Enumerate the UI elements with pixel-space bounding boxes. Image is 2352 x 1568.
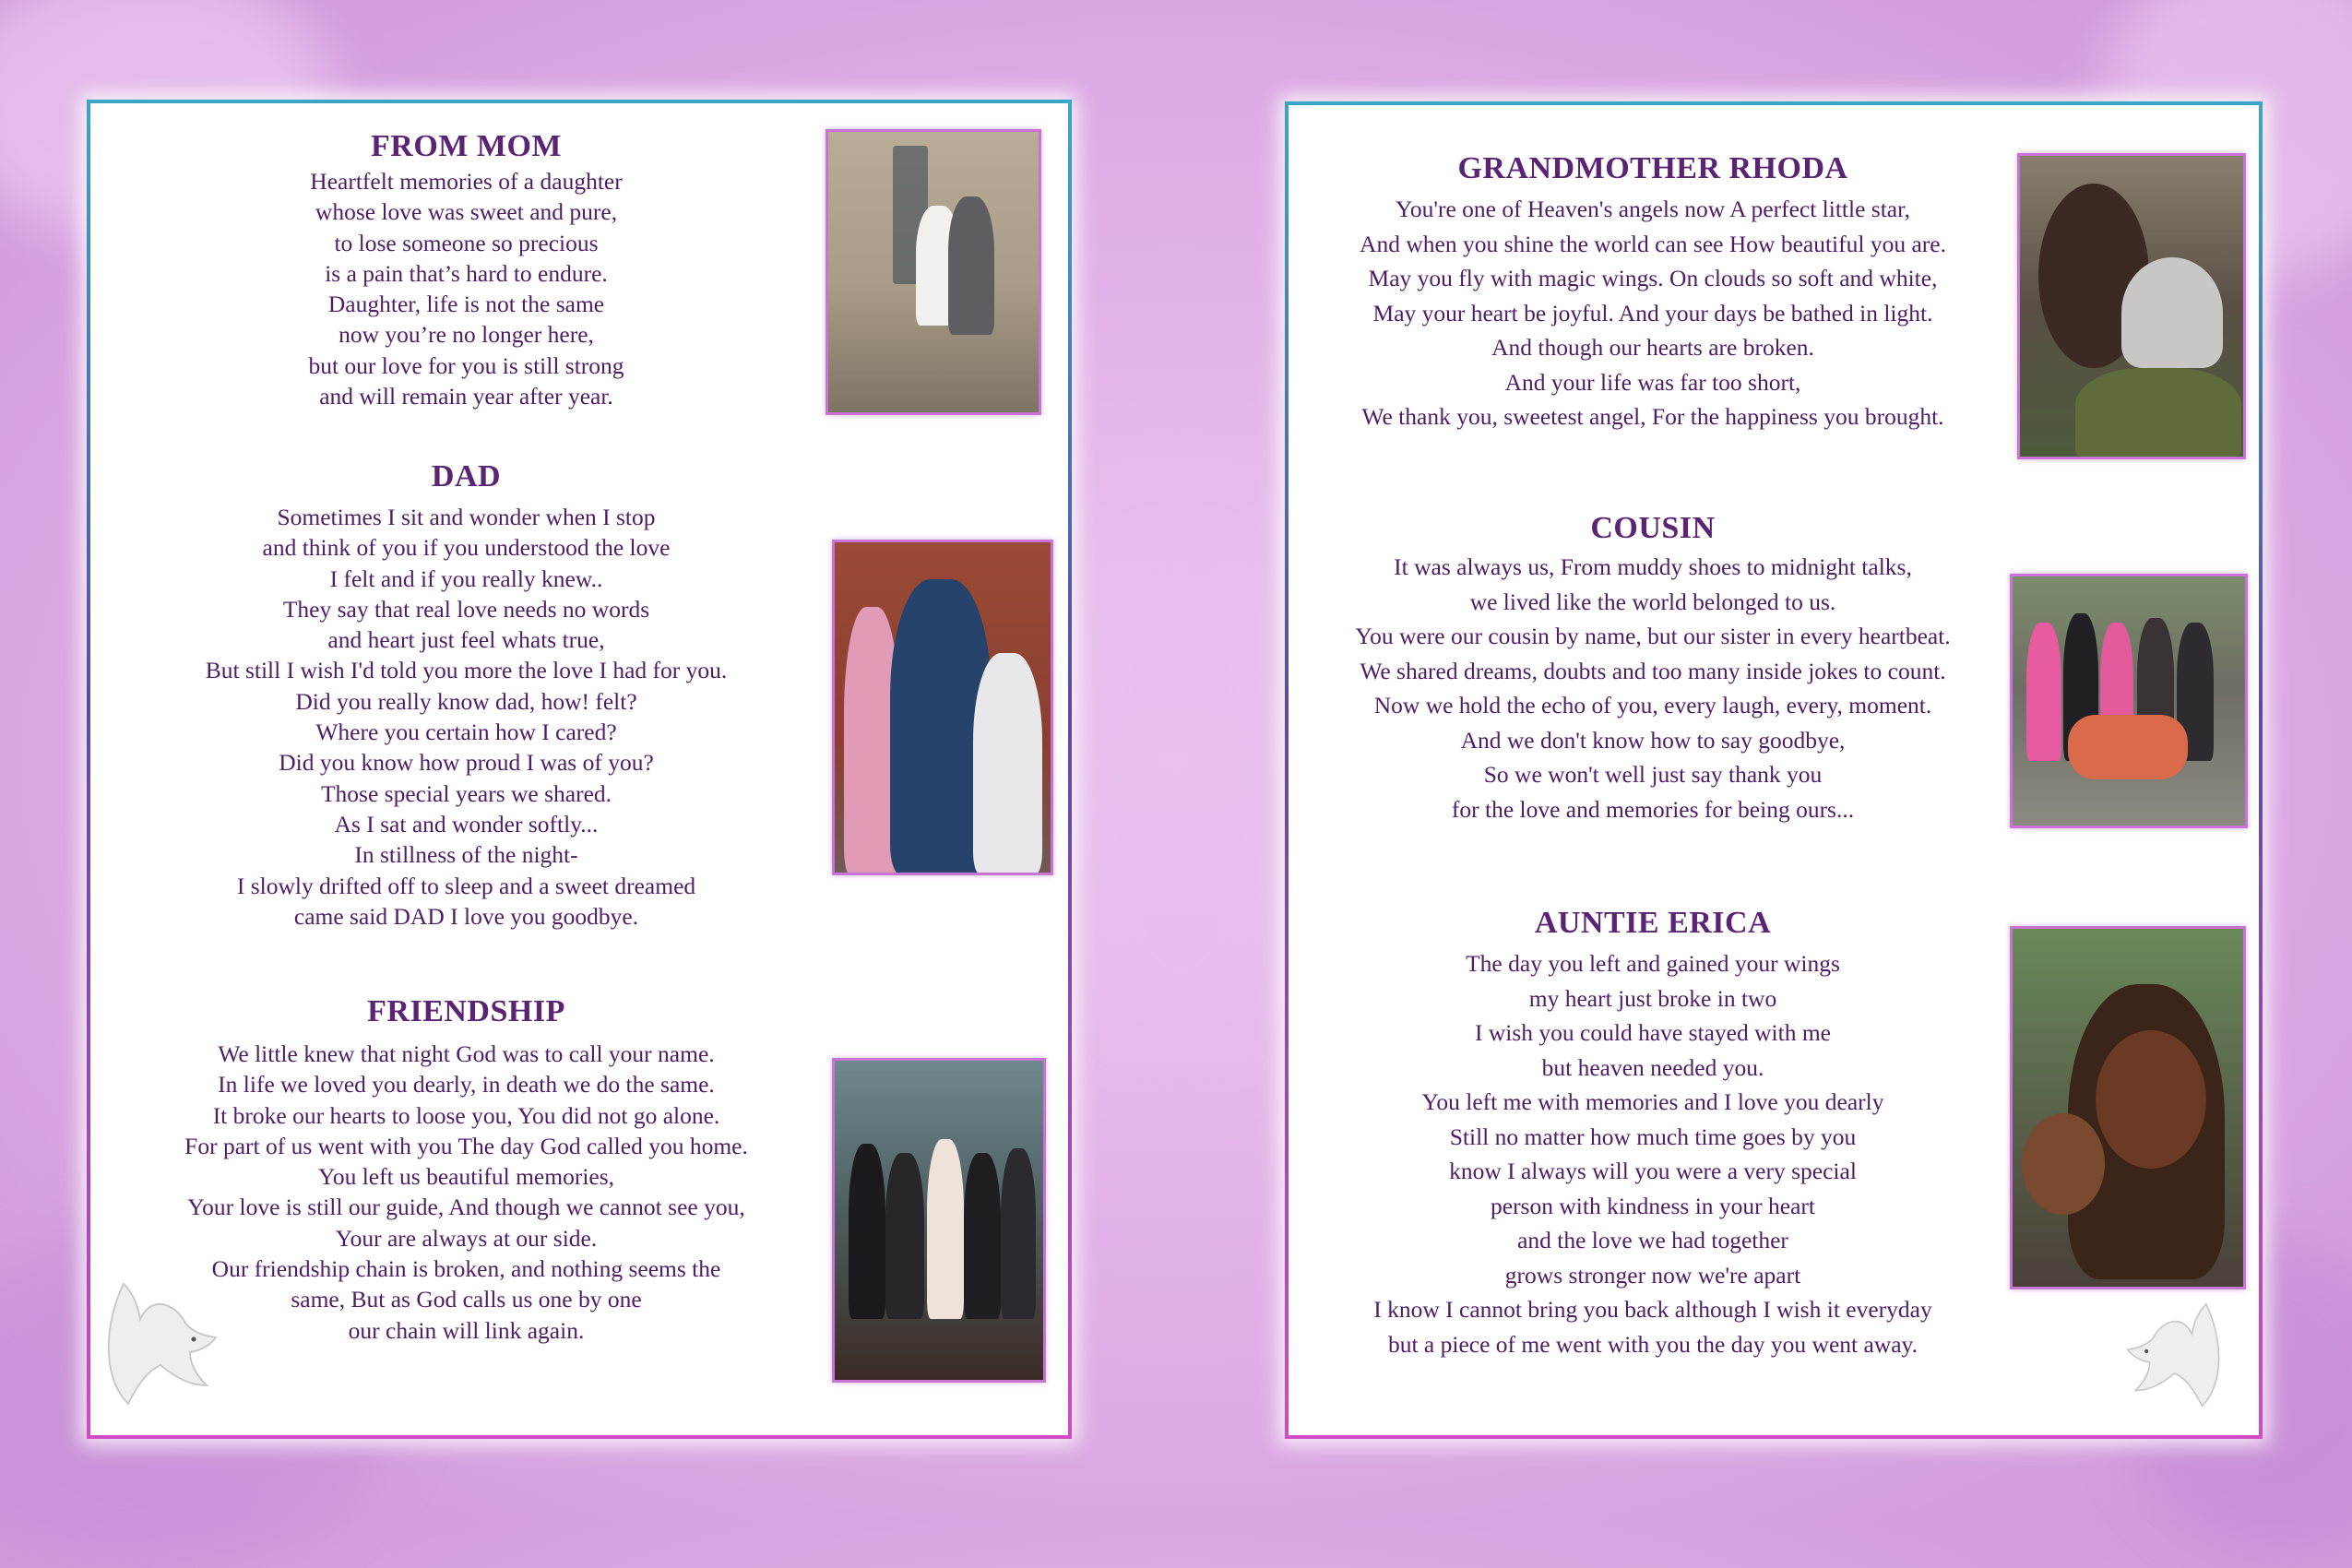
poem-line: May your heart be joyful. And your days be bathed in light.	[1372, 299, 1933, 327]
poem-line: but a piece of me went with you the day you went away.	[1387, 1330, 1918, 1358]
glitter-center	[1051, 553, 1310, 1033]
poem-line: Your love is still our guide, And though we cannot see you,	[187, 1194, 745, 1221]
poem-line: It was always us, From muddy shoes to midnight talks,	[1394, 553, 1912, 580]
poem-line: Your are always at our side.	[335, 1224, 598, 1252]
poem-line: Daughter, life is not the same	[327, 291, 605, 318]
poem-line: We thank you, sweetest angel, For the happiness you brought.	[1361, 403, 1944, 430]
poem-line: Did you know how proud I was of you?	[279, 749, 654, 777]
poem-line: I wish you could have stayed with me	[1475, 1019, 1831, 1046]
poem-line: You were our cousin by name, but our sister in every heartbeat.	[1355, 623, 1951, 649]
section-cousin	[1289, 511, 2017, 826]
poem-lines	[1289, 192, 2017, 434]
poem-lines	[1289, 550, 2017, 826]
poem-line: And your life was far too short,	[1504, 368, 1801, 396]
poem-line: and think of you if you understood the love	[262, 534, 671, 562]
poem-line: same, But as God calls us one by one	[291, 1286, 642, 1313]
left-page-panel	[87, 100, 1072, 1439]
poem-line: we lived like the world belonged to us.	[1469, 588, 1836, 615]
poem-line: Sometimes I sit and wonder when I stop	[277, 504, 656, 530]
poem-line: Now we hold the echo of you, every laugh, every, moment.	[1373, 692, 1932, 719]
section-from-mom	[90, 129, 842, 411]
section-title: FROM MOM	[371, 129, 562, 163]
poem-line: May you fly with magic wings. On clouds so soft and white,	[1368, 265, 1938, 291]
poem-line: Heartfelt memories of a daughter	[310, 168, 623, 195]
section-auntie-erica	[1289, 906, 2017, 1361]
poem-line: In life we loved you dearly, in death we do the same.	[218, 1071, 715, 1099]
poem-line: And we don't know how to say goodbye,	[1460, 726, 1846, 754]
poem-line: for the love and memories for being ours...	[1451, 795, 1855, 823]
poem-line: They say that real love needs no words	[282, 595, 650, 623]
poem-line: Our friendship chain is broken, and nothing seems the	[211, 1255, 721, 1283]
poem-line: I know I cannot bring you back although I wish it everyday	[1373, 1296, 1932, 1323]
dove-icon	[87, 1247, 225, 1431]
photo-cousin	[2010, 574, 2248, 828]
photo-auntie-erica	[2010, 926, 2246, 1289]
poem-line: know I always will you were a very special	[1449, 1158, 1857, 1184]
poem-line: We little knew that night God was to call your name.	[218, 1040, 715, 1067]
section-title: FRIENDSHIP	[367, 994, 565, 1028]
poem-line: I slowly drifted off to sleep and a sweet dreamed	[236, 872, 696, 899]
poem-line: For part of us went with you The day God called you home.	[184, 1132, 748, 1159]
poem-lines	[90, 166, 842, 411]
photo-grandmother-rhoda	[2017, 153, 2246, 459]
poem-line: but heaven needed you.	[1541, 1053, 1764, 1081]
poem-line: Those special years we shared.	[320, 779, 612, 807]
section-dad	[90, 459, 842, 932]
poem-line: The day you left and gained your wings	[1466, 950, 1840, 977]
poem-line: to lose someone so precious	[334, 229, 599, 256]
poem-line: but our love for you is still strong	[308, 351, 624, 379]
section-grandmother-rhoda	[1289, 151, 2017, 434]
poem-line: is a pain that’s hard to endure.	[325, 259, 608, 287]
poem-line: and will remain year after year.	[319, 383, 613, 410]
poem-line: You left me with memories and I love you dearly	[1421, 1088, 1884, 1115]
section-title: COUSIN	[1590, 511, 1716, 545]
poem-line: whose love was sweet and pure,	[315, 198, 618, 226]
section-title: DAD	[431, 459, 502, 493]
poem-line: my heart just broke in two	[1528, 984, 1777, 1012]
poem-line: grows stronger now we're apart	[1504, 1261, 1801, 1289]
dove-icon	[2109, 1273, 2248, 1430]
poem-line: So we won't well just say thank you	[1483, 761, 1823, 788]
poem-lines	[1289, 946, 2017, 1361]
poem-lines	[90, 502, 842, 932]
poem-line: now you’re no longer here,	[339, 321, 594, 349]
poem-line: came said DAD I love you goodbye.	[293, 902, 639, 930]
poem-line: You're one of Heaven's angels now A perfect little star,	[1396, 196, 1910, 222]
poem-line: our chain will link again.	[348, 1316, 585, 1344]
poem-line: and the love we had together	[1517, 1227, 1788, 1253]
section-title: GRANDMOTHER RHODA	[1457, 151, 1848, 185]
poem-line: And though our hearts are broken.	[1491, 334, 1814, 361]
poem-line: Where you certain how I cared?	[315, 719, 617, 746]
poem-line: We shared dreams, doubts and too many inside jokes to count.	[1360, 657, 1946, 684]
poem-line: I felt and if you really knew..	[329, 564, 603, 592]
poem-line: As I sat and wonder softly...	[334, 810, 599, 837]
poem-line: Did you really know dad, how! felt?	[295, 687, 637, 715]
photo-friendship	[832, 1058, 1046, 1383]
poem-line: person with kindness in your heart	[1491, 1192, 1815, 1219]
poem-line: Still no matter how much time goes by you	[1449, 1123, 1857, 1150]
right-page-panel	[1285, 101, 2263, 1439]
section-title: AUNTIE ERICA	[1534, 906, 1772, 940]
poem-line: But still I wish I'd told you more the love I had for you.	[205, 657, 728, 684]
poem-line: You left us beautiful memories,	[317, 1163, 615, 1191]
poem-line: It broke our hearts to loose you, You did not go alone.	[212, 1101, 720, 1129]
poem-line: And when you shine the world can see How beautiful you are.	[1360, 230, 1946, 257]
photo-from-mom	[826, 129, 1041, 415]
poem-line: and heart just feel whats true,	[327, 626, 605, 654]
photo-dad	[832, 540, 1053, 875]
poem-line: In stillness of the night-	[354, 841, 578, 869]
